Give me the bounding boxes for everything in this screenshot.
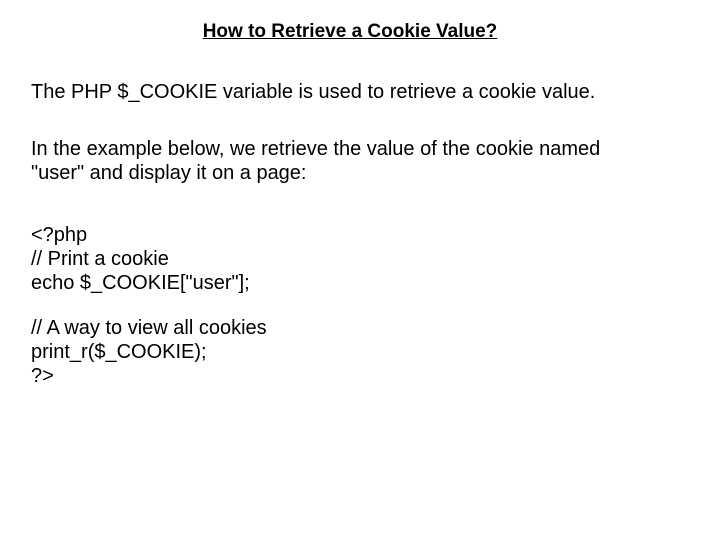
example-paragraph [31, 137, 701, 185]
code-line: <?php [31, 224, 88, 246]
slide-title: How to Retrieve a Cookie Value? [202, 21, 498, 42]
code-line: echo $_COOKIE["user"]; [31, 272, 250, 294]
code-line: // A way to view all cookies [31, 317, 267, 339]
code-line: print_r($_COOKIE); [31, 341, 207, 363]
intro-paragraph: The PHP $_COOKIE variable is used to retrieve a cookie value. [31, 81, 596, 103]
code-example [31, 223, 701, 388]
code-line: // Print a cookie [31, 248, 169, 270]
code-spacer [31, 295, 701, 316]
example-paragraph-line: In the example below, we retrieve the value of the cookie named [31, 138, 601, 160]
code-line: ?> [31, 365, 54, 387]
example-paragraph-line: "user" and display it on a page: [31, 162, 307, 184]
